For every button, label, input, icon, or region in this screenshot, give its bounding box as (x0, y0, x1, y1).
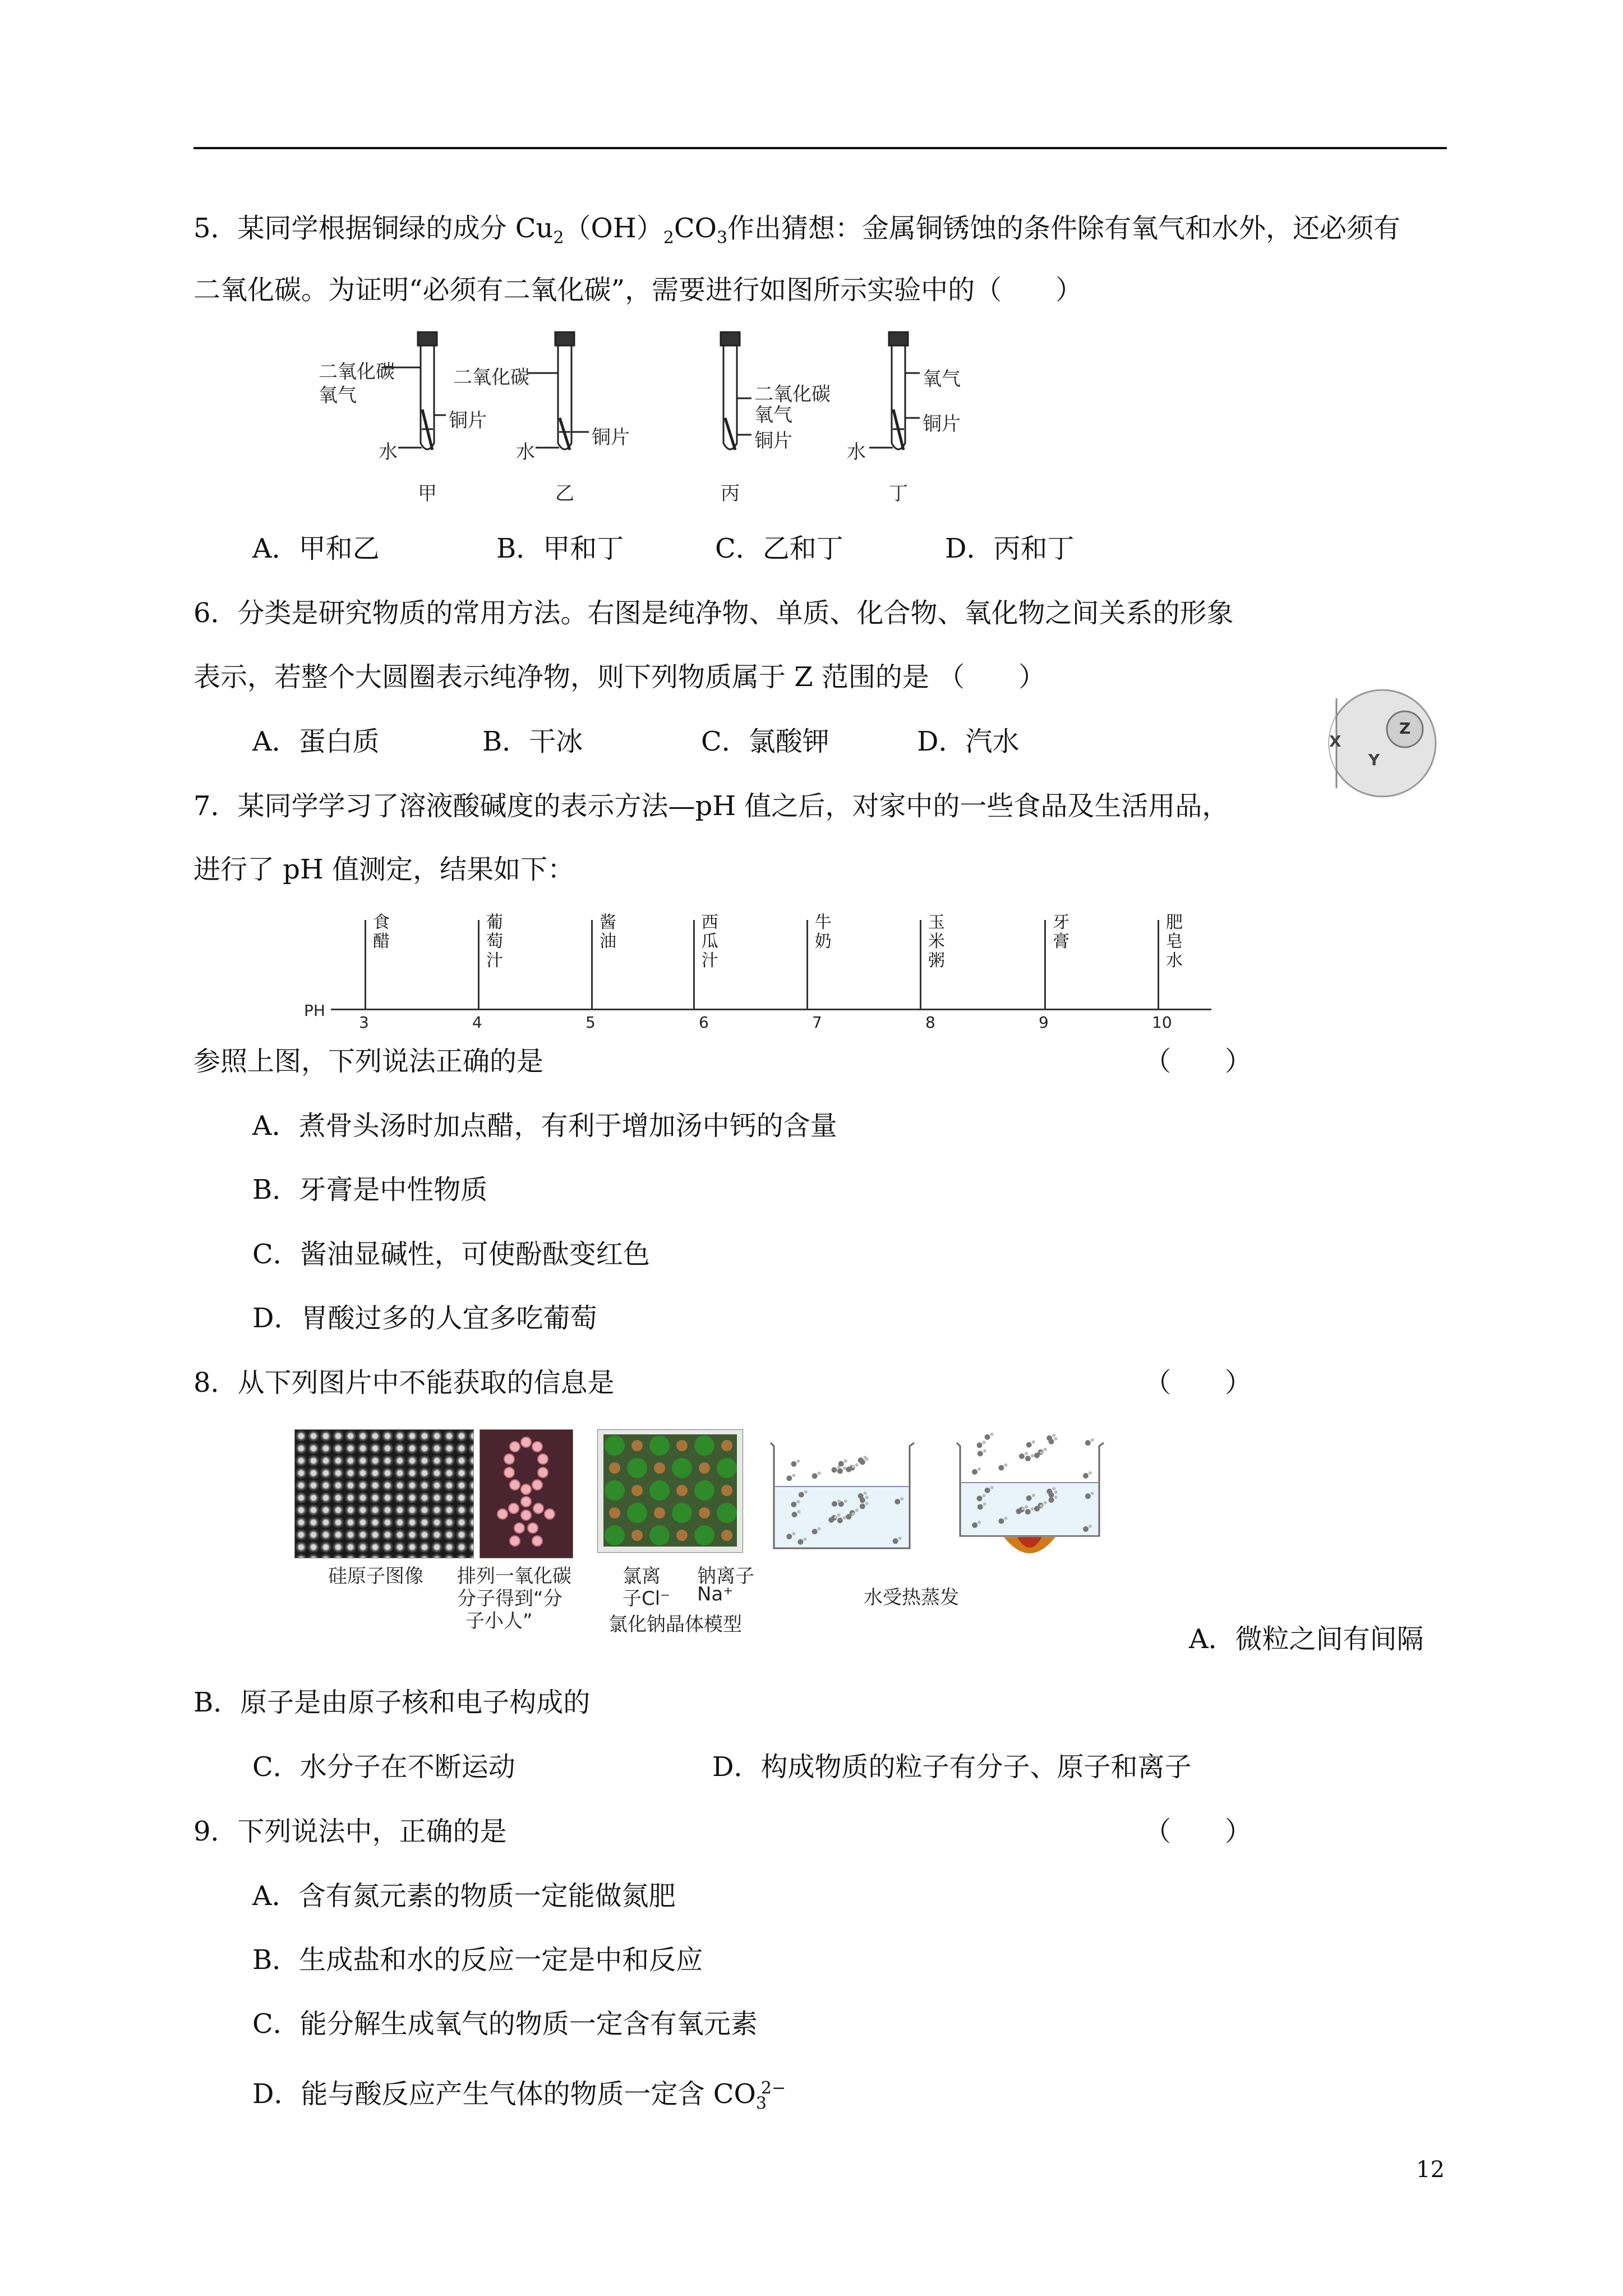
q7-option-c: C．酱油显碱性，可使酚酞变红色 (252, 1239, 650, 1270)
chloride-ion (694, 1525, 714, 1545)
water-molecule-h (1052, 1487, 1055, 1490)
ph-item-label: 牛 奶 (814, 913, 832, 951)
chloride-ion (694, 1480, 714, 1501)
chloride-ion (605, 1525, 625, 1545)
water-molecule (972, 1469, 978, 1475)
water-molecule-h (796, 1460, 800, 1463)
water-molecule-h (837, 1499, 841, 1503)
ph-tick-label: 7 (812, 1013, 822, 1032)
q7-stem: 参照上图，下列说法正确的是 (193, 1046, 544, 1077)
venn-label-y: Y (1368, 751, 1380, 769)
water-molecule (985, 1434, 990, 1440)
water-molecule (998, 1465, 1004, 1471)
q8-option-b: B．原子是由原子核和电子构成的 (193, 1687, 591, 1718)
water-molecule-h (864, 1492, 867, 1495)
water-molecule (1026, 1442, 1032, 1448)
chloride-ion (649, 1525, 670, 1545)
water-molecule-h (1040, 1451, 1043, 1455)
ph-item-label: 食 醋 (373, 913, 390, 951)
chloride-ion (605, 1435, 625, 1456)
q5-option-d: D．丙和丁 (945, 533, 1075, 564)
q5-line2: 二氧化碳。为证明“必须有二氧化碳”，需要进行如图所示实验中的（ ） (193, 274, 1083, 306)
water-molecule-h (803, 1538, 806, 1541)
water-molecule (837, 1517, 843, 1523)
q5-option-c: C．乙和丁 (715, 533, 843, 564)
tube-name-bing: 丙 (721, 482, 740, 505)
ph-axis-label: PH (304, 1001, 325, 1020)
caption-co-line3: 子小人” (465, 1610, 533, 1632)
water-molecule-h (865, 1502, 869, 1505)
beaker-heated-image (948, 1429, 1116, 1570)
water-molecule-h (843, 1466, 846, 1470)
water-molecule-h (792, 1474, 795, 1477)
water-molecule-h (1044, 1501, 1047, 1504)
water-molecule (1016, 1508, 1021, 1514)
q6-option-c: C．氯酸钾 (701, 726, 829, 757)
sodium-ion (631, 1440, 643, 1451)
water-molecule-h (844, 1459, 847, 1462)
sodium-ion (721, 1530, 732, 1541)
water-molecule (1049, 1439, 1054, 1444)
water-molecule-h (983, 1441, 986, 1444)
q9-option-a: A．含有氮元素的物质一定能做氮肥 (252, 1880, 676, 1912)
chloride-ion (627, 1503, 647, 1523)
ph-item-label: 牙 膏 (1053, 913, 1069, 951)
q7-ph-scale (297, 909, 1223, 1032)
chloride-ion (672, 1503, 692, 1523)
chloride-ion (649, 1435, 670, 1456)
water-molecule (977, 1496, 983, 1501)
water-molecule-h (837, 1513, 841, 1517)
q7-option-a: A．煮骨头汤时加点醋，有利于增加汤中钙的含量 (252, 1110, 837, 1142)
water-molecule-h (1031, 1507, 1034, 1511)
water-molecule (1026, 1496, 1032, 1501)
chloride-ion (627, 1458, 647, 1478)
water-molecule (1085, 1440, 1091, 1446)
q6-line2: 表示，若整个大圆圈表示纯净物，则下列物质属于 Z 范围的是 （ ） (193, 661, 1046, 693)
water-molecule-h (1091, 1438, 1094, 1442)
water-molecule-h (865, 1457, 869, 1461)
water-molecule (1019, 1453, 1025, 1459)
water-molecule-h (1004, 1517, 1007, 1520)
water-molecule-h (898, 1536, 902, 1540)
q6-option-d: D．汽水 (917, 726, 1020, 757)
water-molecule-h (844, 1499, 847, 1503)
q6-option-b: B．干冰 (482, 726, 583, 757)
q8-option-a: A．微粒之间有间隔 (1189, 1623, 1424, 1655)
water-molecule (978, 1504, 983, 1510)
header-rule (193, 147, 1447, 149)
water-molecule (977, 1442, 983, 1448)
water-molecule-h (978, 1521, 981, 1524)
water-molecule (792, 1512, 797, 1517)
sodium-ion (721, 1485, 732, 1496)
sodium-ion (609, 1507, 620, 1519)
q5-option-a: A．甲和乙 (252, 533, 380, 564)
water-molecule (985, 1488, 990, 1493)
water-molecule (799, 1492, 804, 1498)
water-molecule (1083, 1473, 1089, 1479)
ph-item-marker (920, 920, 921, 1009)
water-molecule-h (1025, 1452, 1028, 1455)
water-molecule (797, 1539, 803, 1545)
water-molecule (1085, 1493, 1091, 1499)
water-molecule-h (843, 1516, 846, 1519)
water-molecule (1034, 1453, 1040, 1458)
ph-tick-label: 6 (699, 1013, 709, 1032)
water-molecule-h (983, 1502, 986, 1506)
water-molecule-h (1031, 1454, 1034, 1457)
chloride-ion (717, 1458, 737, 1478)
chloride-ion (605, 1480, 625, 1501)
water-molecule (860, 1497, 865, 1503)
water-molecule-h (1089, 1471, 1092, 1475)
water-molecule-h (990, 1433, 994, 1436)
ph-item-marker (693, 920, 695, 1009)
water-molecule-h (792, 1532, 795, 1535)
caption-na-line2: Na⁺ (697, 1583, 734, 1605)
water-molecule (812, 1473, 818, 1479)
caption-nacl: 氯化钠晶体模型 (608, 1613, 742, 1636)
ph-item-label: 肥 皂 水 (1166, 913, 1183, 970)
water-molecule-h (851, 1512, 855, 1516)
tube-yi (527, 332, 589, 450)
chloride-ion (717, 1503, 737, 1523)
tube-jia-label-o2: 氧气 (319, 384, 357, 407)
water-molecule (832, 1467, 837, 1473)
water-molecule-h (855, 1508, 859, 1512)
water-molecule-h (1025, 1505, 1028, 1508)
tube-name-jia: 甲 (418, 482, 437, 505)
ph-item-marker (1158, 920, 1159, 1009)
water-molecule (978, 1451, 983, 1456)
caption-co-line2: 分子得到“分 (457, 1588, 562, 1610)
water-molecule (837, 1468, 843, 1474)
water-molecule-h (834, 1516, 837, 1519)
caption-na-line1: 钠离子 (697, 1565, 754, 1588)
tube-ding (869, 332, 920, 450)
water-molecule (893, 1538, 898, 1544)
sodium-ion (654, 1507, 665, 1519)
q5-option-b: B．甲和丁 (496, 533, 624, 564)
water-molecule-h (797, 1510, 801, 1513)
water-molecule (972, 1522, 978, 1528)
ph-item-marker (806, 920, 808, 1009)
nacl-crystal-model-image (597, 1429, 743, 1553)
q8-paren: （ ） (1144, 1367, 1252, 1398)
water-molecule-h (1089, 1525, 1092, 1528)
ph-item-marker (365, 920, 366, 1009)
caption-silicon: 硅原子图像 (328, 1565, 423, 1588)
water-molecule-h (818, 1471, 821, 1475)
chloride-ion (649, 1480, 670, 1501)
tube-yi-label-water: 水 (516, 441, 535, 463)
ph-item-marker (591, 920, 593, 1009)
water-molecule-h (1004, 1464, 1007, 1467)
sodium-ion (609, 1462, 620, 1474)
water-molecule-h (1091, 1492, 1094, 1495)
water-molecule (895, 1499, 900, 1504)
water-molecule (1025, 1509, 1031, 1515)
water-molecule-h (983, 1449, 986, 1452)
water-molecule-h (796, 1500, 800, 1503)
q9-option-b: B．生成盐和水的反应一定是中和反应 (252, 1944, 703, 1976)
beaker-cold-image (763, 1436, 923, 1559)
caption-cl-line1: 氯离 (623, 1565, 661, 1588)
water-molecule-h (978, 1467, 981, 1471)
sodium-ion (676, 1440, 688, 1451)
caption-evap: 水受热蒸发 (864, 1586, 959, 1609)
water-molecule (860, 1503, 865, 1509)
chloride-ion (672, 1458, 692, 1478)
tube-bing-label-co2: 二氧化碳 (754, 383, 831, 406)
water-molecule-h (1052, 1434, 1055, 1437)
water-molecule (998, 1519, 1004, 1524)
water-molecule-h (1032, 1441, 1035, 1444)
venn-label-x: X (1329, 732, 1341, 751)
water-molecule-h (1054, 1437, 1058, 1441)
tube-bing-label-o2: 氧气 (754, 404, 792, 426)
sodium-ion (654, 1462, 665, 1474)
silicon-atom-image (294, 1429, 474, 1558)
water-molecule (1049, 1497, 1054, 1503)
water-molecule-h (1044, 1448, 1047, 1451)
ph-tick-label: 5 (585, 1013, 596, 1032)
water-molecule (828, 1517, 834, 1523)
tube-yi-label-copper: 铜片 (592, 426, 630, 449)
q7-line1: 7．某同学学习了溶液酸碱度的表示方法—pH 值之后，对家中的一些食品及生活用品， (193, 790, 1229, 822)
ph-item-marker (1044, 920, 1046, 1009)
water-molecule-h (804, 1490, 808, 1494)
tube-name-ding: 丁 (889, 482, 908, 505)
ph-item-label: 葡 萄 汁 (486, 913, 503, 970)
ph-tick-label: 8 (925, 1013, 935, 1032)
sodium-ion (699, 1507, 710, 1519)
tube-yi-label-co2: 二氧化碳 (453, 366, 529, 389)
ph-tick-label: 10 (1152, 1013, 1172, 1032)
q9-option-d: D．能与酸反应产生气体的物质一定含 $CO_3^{2-}$ (252, 2078, 786, 2114)
water-molecule (791, 1461, 796, 1467)
page-number: 12 (1416, 2157, 1445, 2183)
q9-paren: （ ） (1144, 1816, 1252, 1847)
ph-tick-label: 9 (1039, 1013, 1049, 1032)
ph-tick-label: 3 (359, 1013, 369, 1032)
tube-bing (721, 332, 751, 450)
water-molecule (846, 1514, 851, 1520)
tube-ding-label-o2: 氧气 (923, 368, 961, 390)
q8-stem: 8．从下列图片中不能获取的信息是 (193, 1367, 615, 1398)
sodium-ion (631, 1485, 643, 1496)
q7-paren: （ ） (1144, 1046, 1252, 1077)
water-molecule-h (855, 1463, 859, 1466)
q7-line2: 进行了 pH 值测定，结果如下： (193, 854, 575, 885)
sodium-ion (676, 1485, 688, 1496)
tube-jia (381, 332, 446, 450)
venn-label-z: Z (1399, 719, 1411, 738)
sodium-ion (676, 1530, 688, 1541)
q9-stem: 9．下列说法中，正确的是 (193, 1816, 507, 1847)
q7-option-d: D．胃酸过多的人宜多吃葡萄 (252, 1303, 597, 1334)
water-molecule-h (1021, 1507, 1025, 1510)
ph-item-label: 玉 米 粥 (928, 913, 945, 970)
water-molecule (832, 1501, 837, 1507)
ph-item-marker (478, 920, 479, 1009)
water-molecule-h (1054, 1490, 1058, 1494)
water-molecule-h (865, 1496, 869, 1499)
water-molecule (1083, 1526, 1089, 1532)
sodium-ion (721, 1440, 732, 1451)
q8-option-d: D．构成物质的粒子有分子、原子和离子 (712, 1751, 1192, 1783)
water-molecule (791, 1502, 796, 1507)
q5-line1: 5．某同学根据铜绿的成分 $Cu_2(OH)_2CO_3$作出猜想：金属铜锈蚀的条件除有氧气和水外，还必须有 (193, 213, 1401, 248)
q9-option-c: C．能分解生成氧气的物质一定含有氧元素 (252, 2008, 758, 2040)
sodium-ion (631, 1530, 643, 1541)
water-molecule (786, 1475, 792, 1481)
ph-item-label: 酱 油 (600, 913, 616, 951)
water-molecule (860, 1459, 865, 1465)
sodium-ion (699, 1462, 710, 1474)
water-molecule (812, 1529, 818, 1534)
tube-jia-label-co2: 二氧化碳 (319, 361, 395, 383)
tube-name-yi: 乙 (555, 482, 574, 505)
caption-cl-line2: 子Cl⁻ (623, 1588, 671, 1610)
co-molecule-man-image (479, 1429, 573, 1558)
water-molecule-h (1032, 1494, 1035, 1497)
water-molecule (1025, 1456, 1031, 1461)
chloride-ion (694, 1435, 714, 1456)
ph-item-label: 西 瓜 汁 (701, 913, 718, 970)
water-molecule (786, 1534, 792, 1539)
q6-line1: 6．分类是研究物质的常用方法。右图是纯净物、单质、化合物、氧化物之间关系的形象 (193, 597, 1234, 629)
water-molecule-h (1054, 1496, 1058, 1499)
water-molecule-h (1040, 1504, 1043, 1508)
q6-option-a: A．蛋白质 (252, 726, 380, 757)
tube-ding-label-water: 水 (847, 441, 866, 463)
tube-ding-label-copper: 铜片 (923, 413, 961, 435)
q7-option-b: B．牙膏是中性物质 (252, 1174, 488, 1205)
water-molecule-h (851, 1465, 855, 1468)
q8-option-c: C．水分子在不断运动 (252, 1751, 515, 1783)
water-molecule (1049, 1492, 1054, 1498)
water-molecule-h (983, 1494, 986, 1497)
water-molecule (838, 1461, 844, 1466)
caption-co-line1: 排列一氧化碳 (457, 1565, 571, 1588)
water-molecule (846, 1466, 851, 1472)
tube-jia-label-copper: 铜片 (449, 409, 487, 432)
tube-bing-label-copper: 铜片 (754, 430, 792, 452)
ph-axis-line (331, 1009, 1211, 1010)
ph-tick-label: 4 (472, 1013, 482, 1032)
water-molecule-h (818, 1527, 821, 1530)
tube-jia-label-water: 水 (379, 441, 398, 463)
water-molecule (1034, 1506, 1040, 1512)
water-molecule-h (990, 1486, 994, 1489)
water-molecule-h (900, 1497, 903, 1501)
